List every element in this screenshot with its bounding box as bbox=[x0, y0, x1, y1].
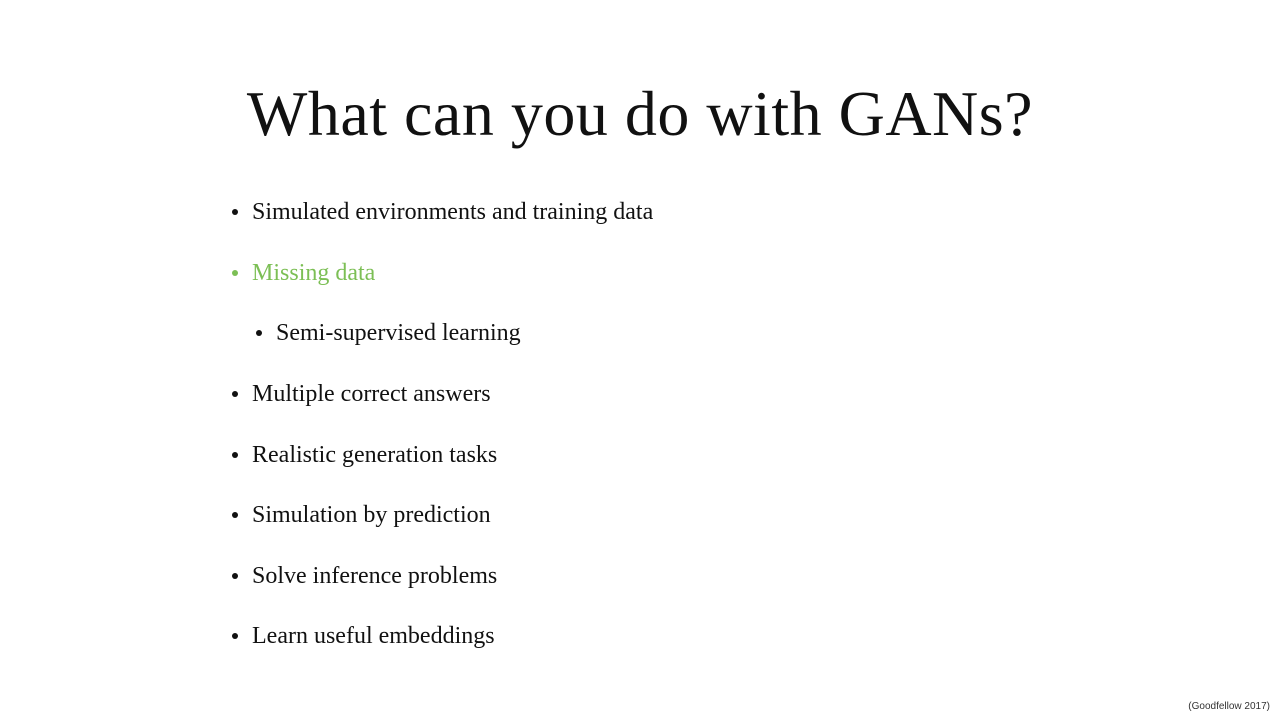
slide-title: What can you do with GANs? bbox=[246, 78, 1034, 149]
bullet-text: Learn useful embeddings bbox=[252, 623, 495, 649]
bullet-text: Solve inference problems bbox=[252, 563, 498, 589]
bullet-dot-icon bbox=[232, 633, 238, 639]
bullet-item-realistic-generation bbox=[232, 440, 497, 470]
bullet-text: Realistic generation tasks bbox=[252, 442, 498, 468]
bullet-item-missing-data bbox=[232, 258, 375, 288]
bullet-text: Semi-supervised learning bbox=[276, 320, 521, 346]
bullet-dot-icon bbox=[232, 452, 238, 458]
bullet-item-simulated-environments bbox=[232, 197, 653, 227]
bullet-dot-icon bbox=[232, 512, 238, 518]
bullet-dot-icon bbox=[232, 573, 238, 579]
bullet-dot-icon bbox=[232, 391, 238, 397]
sub-bullet-item-semi-supervised bbox=[256, 318, 521, 348]
bullet-dot-icon bbox=[256, 330, 262, 336]
bullet-item-solve-inference bbox=[232, 561, 497, 591]
bullet-item-simulation-by-prediction bbox=[232, 500, 491, 530]
bullet-text: Missing data bbox=[252, 260, 376, 286]
bullet-text: Simulation by prediction bbox=[252, 502, 491, 528]
bullet-item-learn-embeddings bbox=[232, 621, 495, 651]
citation: (Goodfellow 2017) bbox=[1188, 701, 1270, 712]
bullet-item-multiple-correct-answers bbox=[232, 379, 491, 409]
bullet-dot-icon bbox=[232, 209, 238, 215]
bullet-text: Simulated environments and training data bbox=[252, 199, 654, 225]
bullet-dot-icon bbox=[232, 270, 238, 276]
bullet-text: Multiple correct answers bbox=[252, 381, 491, 407]
